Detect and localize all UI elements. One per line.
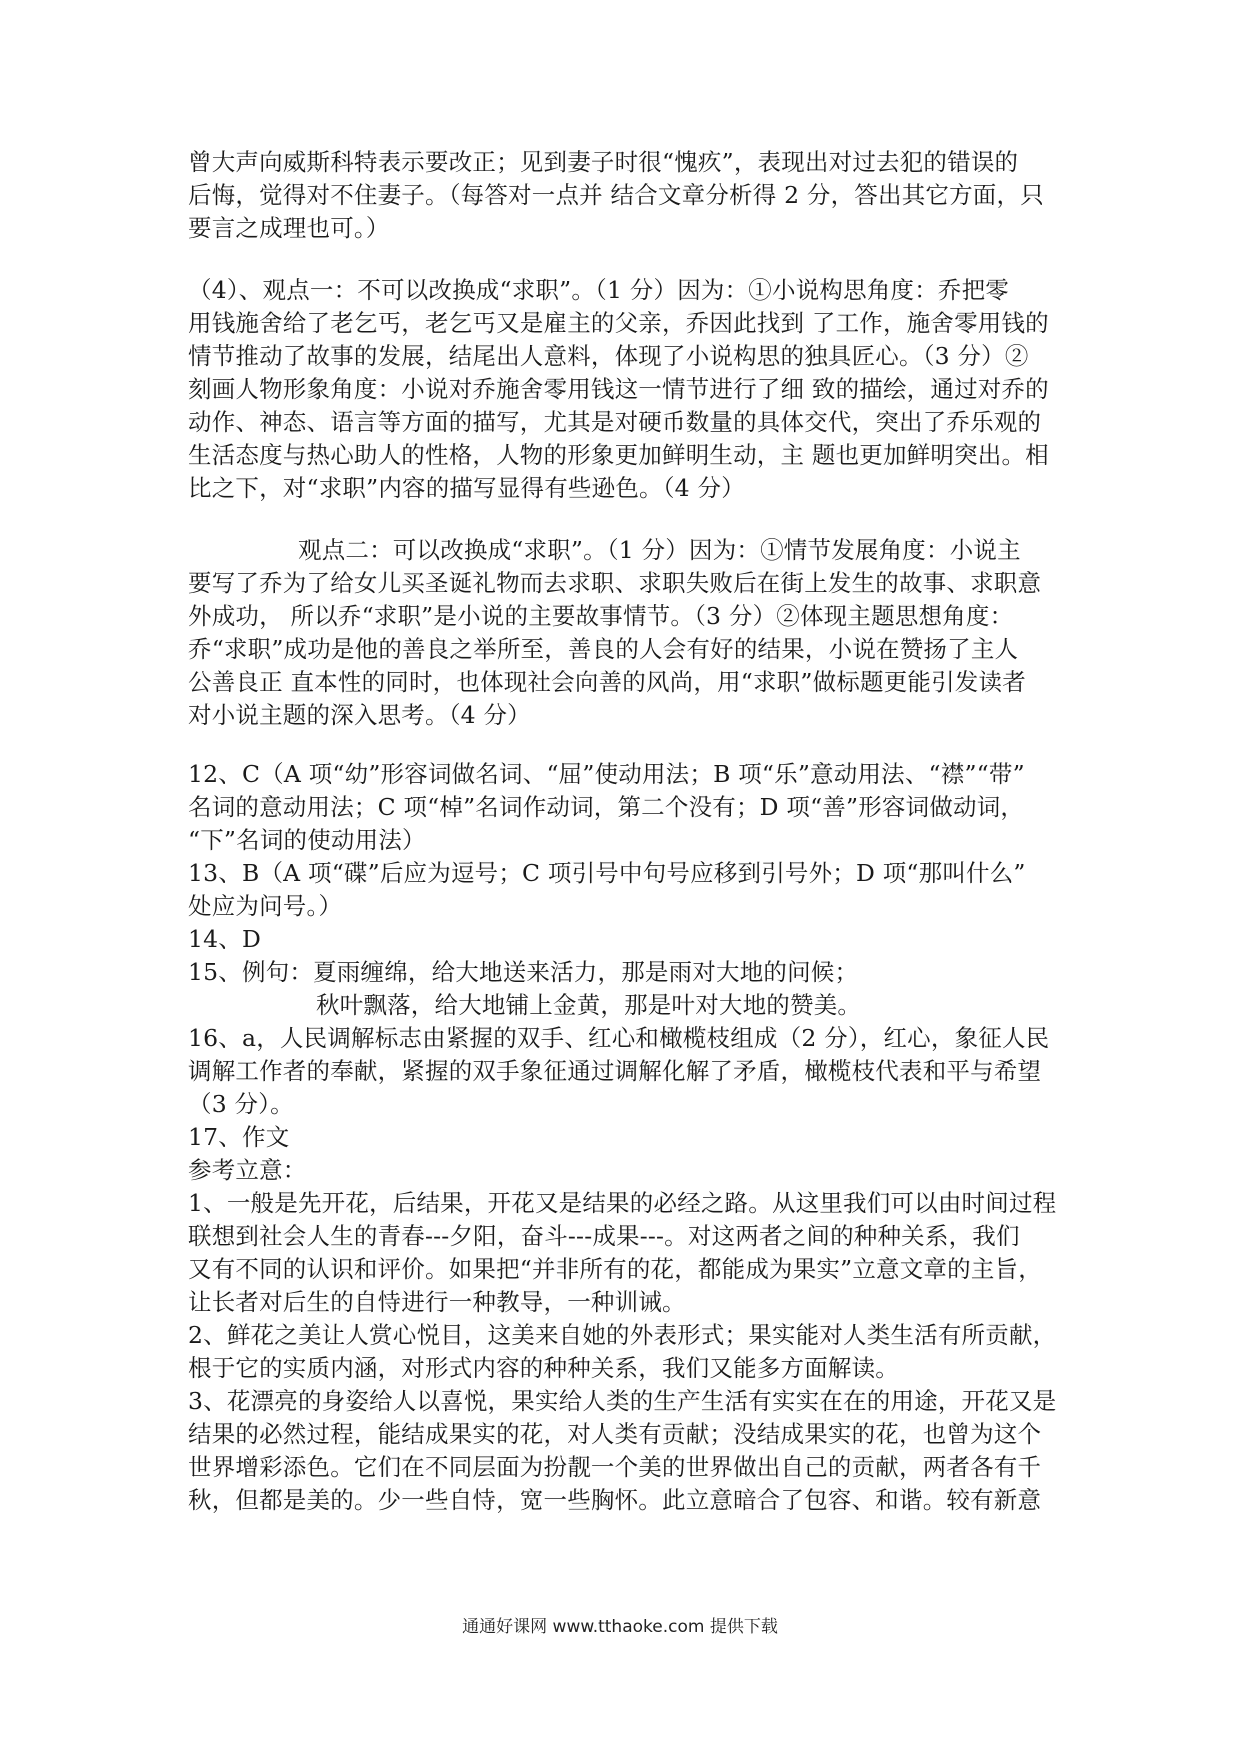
text-line: （4）、观点一：不可以改换成“求职”。（1 分）因为：①小说构思角度：乔把零	[188, 276, 1009, 304]
text-line: 世界增彩添色。它们在不同层面为扮靓一个美的世界做出自己的贡献，两者各有千	[188, 1453, 1042, 1481]
text-line: 要言之成理也可。）	[188, 214, 390, 242]
text-line: 情节推动了故事的发展，结尾出人意料，体现了小说构思的独具匠心。（3 分）②	[188, 342, 1029, 370]
text-line: 13、B（A 项“碟”后应为逗号；C 项引号中句号应移到引号外；D 项“那叫什么”	[188, 859, 1026, 887]
text-line: 联想到社会人生的青春---夕阳，奋斗---成果---。对这两者之间的种种关系，我们	[188, 1222, 1020, 1250]
text-line: 让长者对后生的自恃进行一种教导，一种训诫。	[188, 1288, 686, 1316]
text-line: 生活态度与热心助人的性格，人物的形象更加鲜明生动，主 题也更加鲜明突出。相	[188, 441, 1049, 469]
page-footer: 通通好课网 www.tthaoke.com 提供下载	[462, 1617, 778, 1637]
text-line: 15、例句：夏雨缠绵，给大地送来活力，那是雨对大地的问候；	[188, 958, 859, 986]
text-line: （3 分）。	[188, 1090, 294, 1118]
paragraph-spacer	[188, 245, 1088, 274]
answer-text-body	[188, 146, 1088, 1517]
text-line: 3、花漂亮的身姿给人以喜悦，果实给人类的生产生活有实实在在的用途，开花又是	[188, 1387, 1057, 1415]
text-line: 16、a，人民调解标志由紧握的双手、红心和橄榄枝组成（2 分），红心，象征人民	[188, 1024, 1050, 1052]
text-line: 结果的必然过程，能结成果实的花，对人类有贡献；没结成果实的花，也曾为这个	[188, 1420, 1042, 1448]
text-line: 观点二：可以改换成“求职”。（1 分）因为：①情节发展角度：小说主	[298, 536, 1021, 564]
text-line: 比之下，对“求职”内容的描写显得有些逊色。（4 分）	[188, 474, 745, 502]
text-line: 曾大声向威斯科特表示要改正；见到妻子时很“愧疚”，表现出对过去犯的错误的	[188, 148, 1019, 176]
text-line: 公善良正 直本性的同时，也体现社会向善的风尚，用“求职”做标题更能引发读者	[188, 668, 1026, 696]
text-line: 处应为问号。）	[188, 892, 343, 920]
text-line: 后悔，觉得对不住妻子。（每答对一点并 结合文章分析得 2 分，答出其它方面，只	[188, 181, 1044, 209]
text-line: “下”名词的使动用法）	[188, 826, 426, 854]
paragraph-block	[188, 534, 1088, 732]
text-line: 2、鲜花之美让人赏心悦目，这美来自她的外表形式；果实能对人类生活有所贡献，	[188, 1321, 1057, 1349]
text-line: 对小说主题的深入思考。（4 分）	[188, 701, 531, 729]
paragraph-block	[188, 146, 1088, 245]
text-line: 调解工作者的奉献，紧握的双手象征通过调解化解了矛盾，橄榄枝代表和平与希望	[188, 1057, 1042, 1085]
text-line: 又有不同的认识和评价。如果把“并非所有的花，都能成为果实”立意文章的主旨，	[188, 1255, 1042, 1283]
paragraph-spacer	[188, 505, 1088, 534]
answer-list	[188, 758, 1088, 1517]
paragraph-spacer	[188, 732, 1088, 758]
text-line: 根于它的实质内涵，对形式内容的种种关系，我们又能多方面解读。	[188, 1354, 899, 1382]
text-line: 要写了乔为了给女儿买圣诞礼物而去求职、求职失败后在街上发生的故事、求职意	[188, 569, 1042, 597]
text-line: 刻画人物形象角度：小说对乔施舍零用钱这一情节进行了细 致的描绘，通过对乔的	[188, 375, 1049, 403]
text-line: 秋叶飘落，给大地铺上金黄，那是叶对大地的赞美。	[316, 991, 862, 1019]
text-line: 14、D	[188, 925, 262, 953]
text-line: 用钱施舍给了老乞丐，老乞丐又是雇主的父亲，乔因此找到 了工作，施舍零用钱的	[188, 309, 1049, 337]
text-line: 外成功， 所以乔“求职”是小说的主要故事情节。（3 分）②体现主题思想角度：	[188, 602, 1014, 630]
text-line: 乔“求职”成功是他的善良之举所至，善良的人会有好的结果，小说在赞扬了主人	[188, 635, 1019, 663]
text-line: 动作、神态、语言等方面的描写，尤其是对硬币数量的具体交代，突出了乔乐观的	[188, 408, 1042, 436]
text-line: 名词的意动用法；C 项“棹”名词作动词，第二个没有；D 项“善”形容词做动词，	[188, 793, 1025, 821]
paragraph-block	[188, 274, 1088, 505]
text-line: 秋，但都是美的。少一些自恃，宽一些胸怀。此立意暗合了包容、和谐。较有新意	[188, 1486, 1042, 1514]
text-line: 12、C（A 项“幼”形容词做名词、“屈”使动用法；B 项“乐”意动用法、“襟”“带”	[188, 760, 1025, 788]
text-line: 参考立意：	[188, 1156, 307, 1184]
text-line: 17、作文	[188, 1123, 290, 1151]
text-line: 1、一般是先开花，后结果，开花又是结果的必经之路。从这里我们可以由时间过程	[188, 1189, 1057, 1217]
